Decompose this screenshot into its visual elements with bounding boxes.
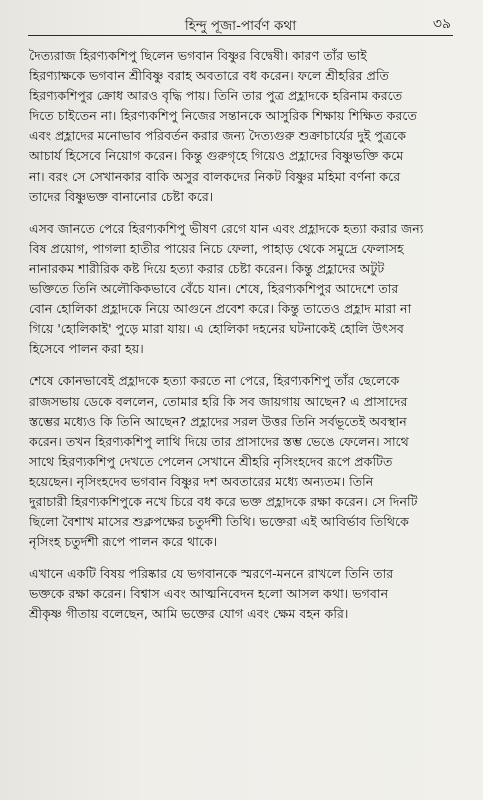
- text-line: রাজসভায় ডেকে বললেন, তোমার হরি কি সব জায়গায় আছেন? এ প্রাসাদের: [29, 393, 408, 409]
- text-line: নানারকম শারীরিক কষ্ট দিয়ে হত্যা করার চেষ্টা করেন। কিন্তু প্রহ্লাদের অটুট: [29, 260, 385, 276]
- running-title: হিন্দু পূজা-পার্বণ কথা: [184, 18, 297, 34]
- text-line: দৈত্যরাজ হিরণ্যকশিপু ছিলেন ভগবান বিষ্ণুর বিদ্বেষী। কারণ তাঁর ভাই: [29, 48, 367, 63]
- text-line: ভক্তিতে তিনি অলৌকিকভাবে বেঁচে যান। শেষে, হিরণ্যকশিপুর আদেশে তার: [29, 281, 399, 297]
- paragraph-1: [29, 46, 453, 207]
- text-line: হয়েছেন। নৃসিংহদেব ভগবান বিষ্ণুর দশ অবতারের মধ্যে অন্যতম। তিনি: [29, 473, 374, 489]
- text-line: সাথে হিরণ্যকশিপু দেখতে পেলেন সেখানে শ্রীহরি নৃসিংহদেব রূপে প্রকটিত: [29, 453, 393, 469]
- text-line: হিরণ্যকশিপুর ক্রোধ আরও বৃদ্ধি পায়। তিনি তার পুত্র প্রহ্লাদকে হরিনাম করতে: [29, 88, 403, 104]
- text-line: শ্রীকৃষ্ণ গীতায় বলেছেন, আমি ভক্তের যোগ এবং ক্ষেম বহন করি।: [29, 606, 349, 622]
- text-line: করেন। তখন হিরণ্যকশিপু লাথি দিয়ে তার প্রাসাদের স্তম্ভ ভেঙে ফেলেন। সাথে: [29, 433, 409, 449]
- body-text: [29, 46, 453, 637]
- text-line: এসব জানতে পেরে হিরণ্যকশিপু ভীষণ রেগে যান এবং প্রহ্লাদকে হত্যা করার জন্য: [29, 220, 424, 236]
- paragraph-3: [29, 371, 453, 552]
- text-line: স্তম্ভের মধ্যেও কি তিনি আছেন? প্রহ্লাদের সরল উত্তর তিনি সর্বভূতেই অবস্থান: [29, 413, 407, 429]
- text-line: শেষে কোনভাবেই প্রহ্লাদকে হত্যা করতে না পেরে, হিরণ্যকশিপু তাঁর ছেলেকে: [29, 373, 400, 389]
- paragraph-4: [29, 564, 453, 624]
- text-line: ছিলো বৈশাখ মাসের শুক্লপক্ষের চতুর্দশী তিথি। ভক্তেরা এই আবির্ভাব তিথিকে: [29, 514, 409, 530]
- text-line: নৃসিংহ চতুর্দশী রূপে পালন করে থাকে।: [29, 534, 218, 550]
- text-line: হিসেবে পালন করা হয়।: [29, 341, 144, 357]
- text-line: বোন হোলিকা প্রহ্লাদকে নিয়ে আগুনে প্রবেশ করে। কিন্তু তাতেও প্রহ্লাদ মারা না: [29, 301, 412, 317]
- header-rule: [28, 35, 453, 36]
- text-line: বিষ প্রয়োগ, পাগলা হাতীর পায়ের নিচে ফেলা, পাহাড় থেকে সমুদ্রে ফেলাসহ: [29, 240, 404, 256]
- page-number: ৩৯: [432, 16, 451, 32]
- text-line: গিয়ে 'হোলিকাই' পুড়ে মারা যায়। এ হোলিকা দহনের ঘটনাকেই হোলি উৎসব: [29, 321, 404, 337]
- text-line: তাদের বিষ্ণুভক্ত বানানোর চেষ্টা করে।: [29, 188, 214, 204]
- text-line: ভক্তকে রক্ষা করেন। বিশ্বাস এবং আত্মনিবেদন হলো আসল কথা। ভগবান: [29, 586, 389, 602]
- text-line: দিতে চাইতেন না। হিরণ্যকশিপু নিজের সন্তানকে আসুরিক শিক্ষায় শিক্ষিত করতে: [29, 108, 417, 124]
- text-line: না। বরং সে সেখানকার বাকি অসুর বালকদের নিকট বিষ্ণুর মহিমা বর্ণনা করে: [29, 168, 401, 184]
- text-line: আচার্য হিসেবে নিয়োগ করেন। কিন্তু গুরুগৃহে গিয়েও প্রহ্লাদের বিষ্ণুভক্তি কমে: [29, 148, 404, 164]
- text-line: হিরণ্যাক্ষকে ভগবান শ্রীবিষ্ণু বরাহ অবতারে বধ করেন। ফলে শ্রীহরির প্রতি: [29, 68, 390, 84]
- text-line: এখানে একটি বিষয় পরিষ্কার যে ভগবানকে স্মরণে-মননে রাখলে তিনি তার: [29, 566, 394, 582]
- text-line: এবং প্রহ্লাদের মনোভাব পরিবর্তন করার জন্য দৈত্যগুরু শুক্রাচার্যের দুই পুত্রকে: [29, 128, 407, 144]
- text-line: দুরাচারী হিরণ্যকশিপুকে নখে চিরে বধ করে ভক্ত প্রহ্লাদকে রক্ষা করেন। সে দিনটি: [29, 493, 418, 509]
- paragraph-2: [29, 219, 453, 360]
